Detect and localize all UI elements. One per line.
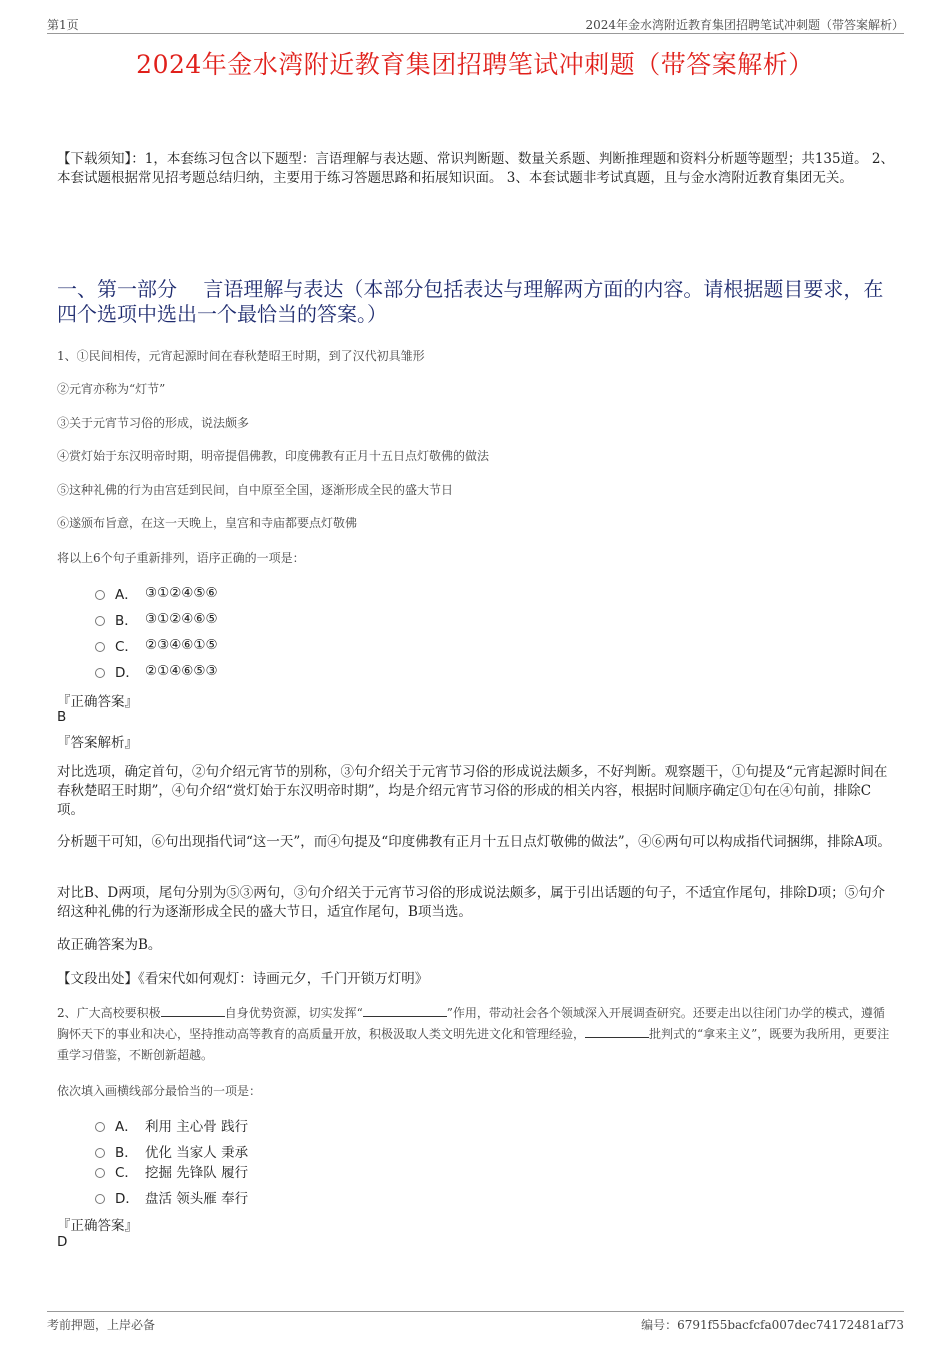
radio-icon[interactable] <box>95 590 105 600</box>
q2-answer-label: 『正确答案』 <box>57 1218 138 1234</box>
radio-icon[interactable] <box>95 1148 105 1158</box>
document-title: 2024年金水湾附近教育集团招聘笔试冲刺题（带答案解析） <box>136 50 814 79</box>
radio-icon[interactable] <box>95 1194 105 1204</box>
q2-prompt: 依次填入画横线部分最恰当的一项是： <box>57 1084 262 1098</box>
download-notice: 【下载须知】：1，本套练习包含以下题型：言语理解与表达题、常识判断题、数量关系题、判断推理题和资料分析题等题型；共135道。 2、本套试题根据常见招考题总结归纳，主要用于练习答题思路和拓展知识面。 3、本套试题非考试真题，且与金水湾附近教育集团无关。 <box>57 151 894 186</box>
page-footer <box>47 1311 904 1331</box>
q1-line-4: ④赏灯始于东汉明帝时期，明帝提倡佛教，印度佛教有正月十五日点灯敬佛的做法 <box>57 449 490 463</box>
q1-analysis-2: 分析题干可知，⑥句出现指代词“这一天”，而④句提及“印度佛教有正月十五日点灯敬佛的做法”，④⑥两句可以构成指代词捆绑，排除A项。 <box>57 834 891 850</box>
q2-text: 2、广大高校要积极 自身优势资源，切实发挥“ ”作用，带动社会各个领域深入开展调查研究。还要走出以往闭门办学的模式，遵循胸怀天下的事业和决心，坚持推动高等教育的高质量开放，积极汲取人类文明先进文化和管理经验， 批判式的“拿来主义”，既要为我所用，更要注重学习借鉴，不断创新超越。 <box>57 1006 890 1062</box>
q1-option-b[interactable]: B． ③①②④⑥⑤ <box>95 609 218 629</box>
radio-icon[interactable] <box>95 616 105 626</box>
q1-answer: B <box>57 709 67 725</box>
q1-line-6: ⑥遂颁布旨意，在这一天晚上，皇宫和寺庙都要点灯敬佛 <box>57 516 358 530</box>
q2-option-d[interactable]: D． 盘活 领头雁 奉行 <box>95 1187 248 1207</box>
q1-option-d[interactable]: D． ②①④⑥⑤③ <box>95 661 218 681</box>
q1-line-1: 1、①民间相传，元宵起源时间在春秋楚昭王时期，到了汉代初具雏形 <box>57 349 425 363</box>
q1-line-5: ⑤这种礼佛的行为由宫廷到民间，自中原至全国，逐渐形成全民的盛大节日 <box>57 483 454 497</box>
q1-answer-label: 『正确答案』 <box>57 694 138 710</box>
footer-slogan: 考前押题，上岸必备 <box>47 1318 156 1332</box>
q2-option-c[interactable]: C． 挖掘 先锋队 履行 <box>95 1161 248 1181</box>
q1-analysis-4: 故正确答案为B。 <box>57 937 162 953</box>
page-number: 第1页 <box>47 18 79 32</box>
q2-option-b[interactable]: B． 优化 当家人 秉承 <box>95 1141 248 1161</box>
q1-analysis-label: 『答案解析』 <box>57 735 138 751</box>
q1-prompt: 将以上6个句子重新排列，语序正确的一项是： <box>57 551 305 565</box>
q1-line-2: ②元宵亦称为“灯节” <box>57 382 166 396</box>
q2-answer: D <box>57 1234 68 1250</box>
footer-serial: 编号：6791f55bacfcfa007dec74172481af73 <box>641 1318 904 1332</box>
fill-blank <box>161 1005 225 1017</box>
fill-blank <box>363 1005 447 1017</box>
radio-icon[interactable] <box>95 668 105 678</box>
q2-option-a[interactable]: A． 利用 主心骨 践行 <box>95 1115 248 1135</box>
q1-option-c[interactable]: C． ②③④⑥①⑤ <box>95 635 218 655</box>
page-header <box>47 14 904 34</box>
q1-analysis-1: 对比选项，确定首句，②句介绍元宵节的别称，③句介绍关于元宵节习俗的形成说法颇多，不好判断。观察题干，①句提及“元宵起源时间在春秋楚昭王时期”，④句介绍“赏灯始于东汉明帝时期”，均是介绍元宵节习俗的形成的相关内容，根据时间顺序确定①句在④句前，排除C项。 <box>57 764 888 818</box>
q1-line-3: ③关于元宵节习俗的形成，说法颇多 <box>57 416 250 430</box>
radio-icon[interactable] <box>95 1168 105 1178</box>
radio-icon[interactable] <box>95 1122 105 1132</box>
header-doc-title: 2024年金水湾附近教育集团招聘笔试冲刺题（带答案解析） <box>585 18 904 32</box>
section-title: 一、第一部分 言语理解与表达（本部分包括表达与理解两方面的内容。请根据题目要求，在四个选项中选出一个最恰当的答案。） <box>57 277 884 326</box>
radio-icon[interactable] <box>95 642 105 652</box>
q1-source: 【文段出处】《看宋代如何观灯：诗画元夕，千门开锁万灯明》 <box>57 971 429 987</box>
fill-blank <box>585 1026 649 1038</box>
q1-analysis-3: 对比B、D两项，尾句分别为⑤③两句，③句介绍关于元宵节习俗的形成说法颇多，属于引出话题的句子，不适宜作尾句，排除D项；⑤句介绍这种礼佛的行为逐渐形成全民的盛大节日，适宜作尾句，B项当选。 <box>57 885 886 920</box>
q1-option-a[interactable]: A． ③①②④⑤⑥ <box>95 583 218 603</box>
